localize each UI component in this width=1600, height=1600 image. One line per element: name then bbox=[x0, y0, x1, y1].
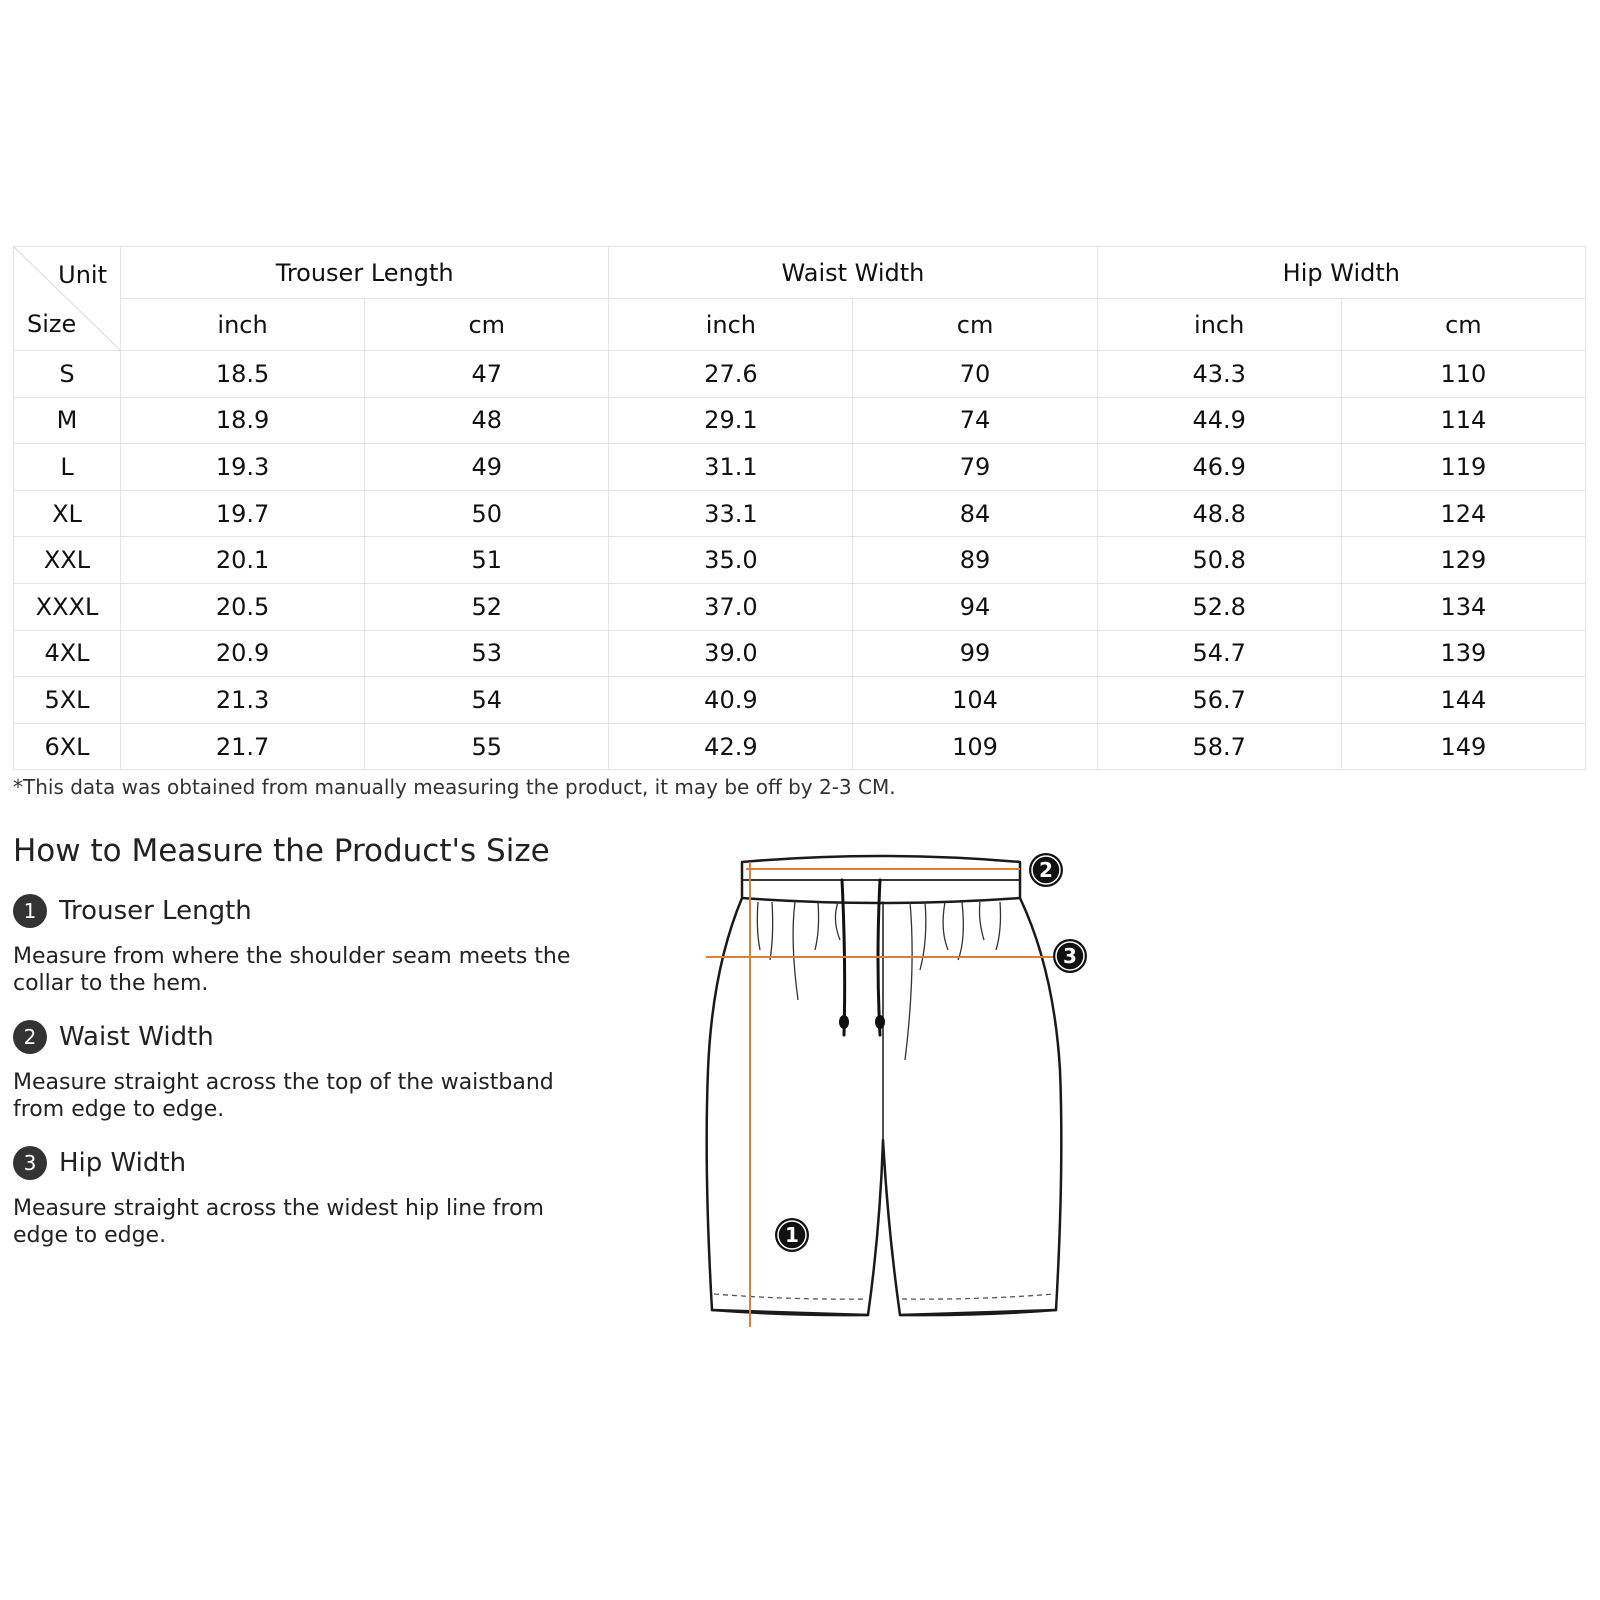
measurement-disclaimer: *This data was obtained from manually measuring the product, it may be off by 2-3 CM. bbox=[13, 775, 896, 799]
value-cell: 84 bbox=[853, 490, 1097, 537]
value-cell: 70 bbox=[853, 351, 1097, 398]
value-cell: 129 bbox=[1341, 537, 1585, 584]
guide-item-hip-width bbox=[13, 1145, 593, 1249]
marker-3-icon bbox=[1053, 939, 1087, 973]
value-cell: 119 bbox=[1341, 444, 1585, 491]
value-cell: 54.7 bbox=[1097, 630, 1341, 677]
value-cell: 89 bbox=[853, 537, 1097, 584]
value-cell: 43.3 bbox=[1097, 351, 1341, 398]
value-cell: 134 bbox=[1341, 583, 1585, 630]
value-cell: 18.5 bbox=[121, 351, 365, 398]
guide-item-description: Measure straight across the widest hip line from edge to edge. bbox=[13, 1196, 544, 1248]
value-cell: 74 bbox=[853, 397, 1097, 444]
value-cell: 48 bbox=[365, 397, 609, 444]
value-cell: 21.7 bbox=[121, 723, 365, 770]
value-cell: 110 bbox=[1341, 351, 1585, 398]
value-cell: 58.7 bbox=[1097, 723, 1341, 770]
value-cell: 124 bbox=[1341, 490, 1585, 537]
value-cell: 94 bbox=[853, 583, 1097, 630]
size-cell: 5XL bbox=[14, 677, 121, 724]
svg-text:3: 3 bbox=[1063, 944, 1077, 968]
size-cell: L bbox=[14, 444, 121, 491]
value-cell: 53 bbox=[365, 630, 609, 677]
value-cell: 56.7 bbox=[1097, 677, 1341, 724]
guide-item-waist-width bbox=[13, 1019, 593, 1123]
value-cell: 46.9 bbox=[1097, 444, 1341, 491]
value-cell: 139 bbox=[1341, 630, 1585, 677]
guide-item-title: Waist Width bbox=[59, 1022, 214, 1052]
value-cell: 29.1 bbox=[609, 397, 853, 444]
table-row bbox=[14, 677, 1586, 724]
value-cell: 39.0 bbox=[609, 630, 853, 677]
value-cell: 37.0 bbox=[609, 583, 853, 630]
size-cell: XXXL bbox=[14, 583, 121, 630]
guide-item-title: Hip Width bbox=[59, 1148, 187, 1178]
shorts-outline bbox=[707, 898, 1062, 1315]
value-cell: 52.8 bbox=[1097, 583, 1341, 630]
table-row bbox=[14, 723, 1586, 770]
value-cell: 114 bbox=[1341, 397, 1585, 444]
value-cell: 50.8 bbox=[1097, 537, 1341, 584]
guide-item-trouser-length bbox=[13, 893, 593, 997]
size-cell: S bbox=[14, 351, 121, 398]
table-row bbox=[14, 630, 1586, 677]
number-3-badge-icon: 3 bbox=[13, 1146, 47, 1180]
value-cell: 19.3 bbox=[121, 444, 365, 491]
unit-header: cm bbox=[1341, 299, 1585, 351]
value-cell: 99 bbox=[853, 630, 1097, 677]
unit-header: inch bbox=[121, 299, 365, 351]
value-cell: 27.6 bbox=[609, 351, 853, 398]
value-cell: 144 bbox=[1341, 677, 1585, 724]
corner-unit-label: Unit bbox=[58, 261, 107, 289]
size-cell: 6XL bbox=[14, 723, 121, 770]
value-cell: 20.1 bbox=[121, 537, 365, 584]
value-cell: 54 bbox=[365, 677, 609, 724]
unit-header: cm bbox=[853, 299, 1097, 351]
value-cell: 79 bbox=[853, 444, 1097, 491]
value-cell: 109 bbox=[853, 723, 1097, 770]
size-cell: XXL bbox=[14, 537, 121, 584]
guide-item-description: Measure straight across the top of the waistband from edge to edge. bbox=[13, 1070, 554, 1122]
guide-title: How to Measure the Product's Size bbox=[13, 833, 550, 869]
group-header-waist-width: Waist Width bbox=[609, 247, 1097, 299]
number-1-badge-icon: 1 bbox=[13, 894, 47, 928]
value-cell: 19.7 bbox=[121, 490, 365, 537]
svg-text:1: 1 bbox=[785, 1223, 799, 1247]
shorts-illustration-icon bbox=[690, 850, 1100, 1340]
value-cell: 18.9 bbox=[121, 397, 365, 444]
marker-1-icon bbox=[775, 1218, 809, 1252]
value-cell: 20.5 bbox=[121, 583, 365, 630]
size-cell: XL bbox=[14, 490, 121, 537]
number-2-badge-icon: 2 bbox=[13, 1020, 47, 1054]
value-cell: 51 bbox=[365, 537, 609, 584]
value-cell: 40.9 bbox=[609, 677, 853, 724]
size-cell: M bbox=[14, 397, 121, 444]
value-cell: 55 bbox=[365, 723, 609, 770]
value-cell: 104 bbox=[853, 677, 1097, 724]
value-cell: 149 bbox=[1341, 723, 1585, 770]
svg-text:2: 2 bbox=[1039, 858, 1053, 882]
table-row bbox=[14, 351, 1586, 398]
value-cell: 20.9 bbox=[121, 630, 365, 677]
value-cell: 50 bbox=[365, 490, 609, 537]
value-cell: 42.9 bbox=[609, 723, 853, 770]
guide-item-description: Measure from where the shoulder seam meets the collar to the hem. bbox=[13, 944, 571, 996]
value-cell: 52 bbox=[365, 583, 609, 630]
table-row bbox=[14, 583, 1586, 630]
corner-cell bbox=[14, 247, 121, 351]
value-cell: 35.0 bbox=[609, 537, 853, 584]
unit-header: inch bbox=[1097, 299, 1341, 351]
value-cell: 33.1 bbox=[609, 490, 853, 537]
value-cell: 48.8 bbox=[1097, 490, 1341, 537]
table-row bbox=[14, 444, 1586, 491]
value-cell: 31.1 bbox=[609, 444, 853, 491]
value-cell: 49 bbox=[365, 444, 609, 491]
header-row-groups bbox=[14, 247, 1586, 299]
group-header-hip-width: Hip Width bbox=[1097, 247, 1585, 299]
unit-header: inch bbox=[609, 299, 853, 351]
table-row bbox=[14, 490, 1586, 537]
header-row-units bbox=[14, 299, 1586, 351]
corner-size-label: Size bbox=[27, 310, 77, 338]
value-cell: 44.9 bbox=[1097, 397, 1341, 444]
group-header-trouser-length: Trouser Length bbox=[121, 247, 609, 299]
guide-item-title: Trouser Length bbox=[59, 896, 252, 926]
table-row bbox=[14, 537, 1586, 584]
value-cell: 47 bbox=[365, 351, 609, 398]
value-cell: 21.3 bbox=[121, 677, 365, 724]
size-chart-table bbox=[13, 246, 1586, 770]
table-row bbox=[14, 397, 1586, 444]
size-cell: 4XL bbox=[14, 630, 121, 677]
unit-header: cm bbox=[365, 299, 609, 351]
marker-2-icon bbox=[1029, 853, 1063, 887]
